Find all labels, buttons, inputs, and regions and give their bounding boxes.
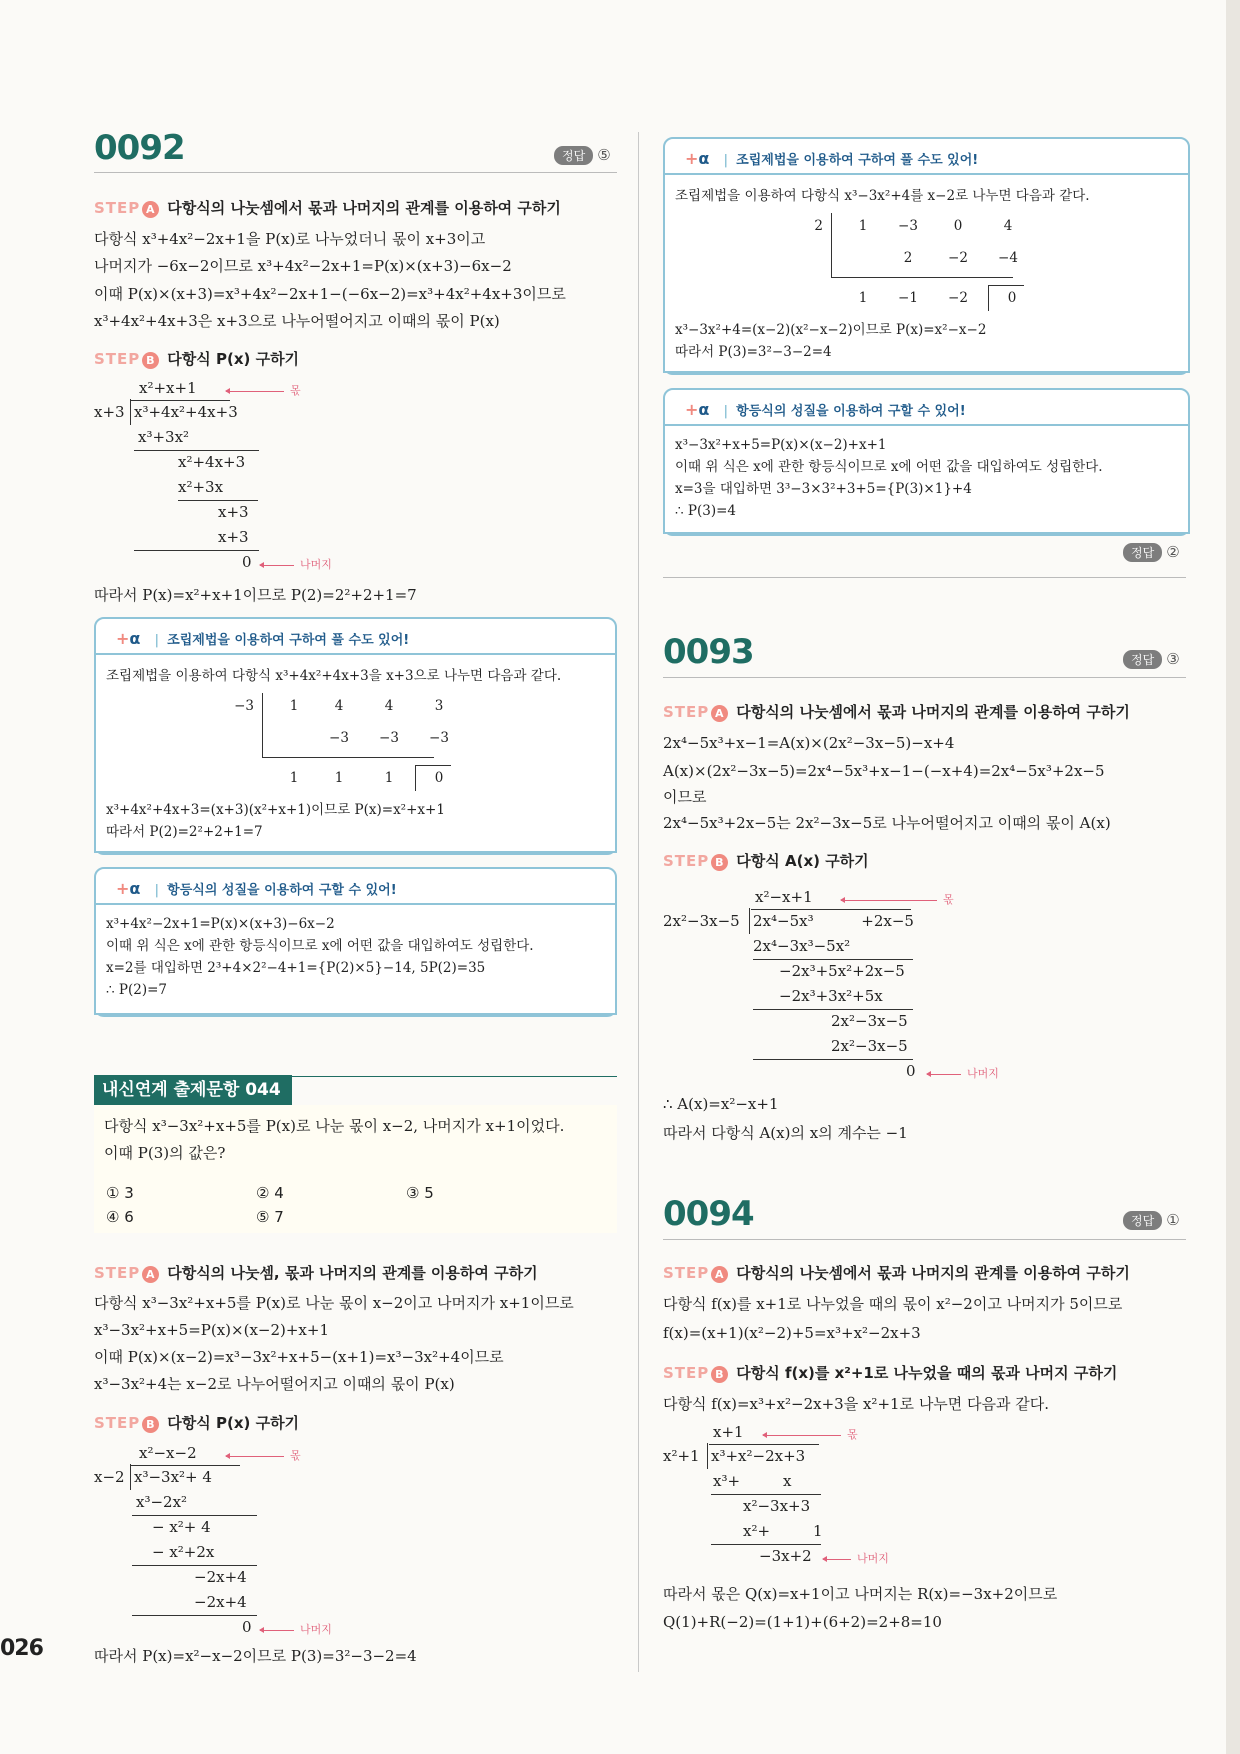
- answer-0092: [554, 146, 611, 165]
- step-tag: STEP B: [663, 852, 728, 870]
- step-a-line-3: 이때 P(x)×(x+3)=x³+4x²−2x+1−(−6x−2)=x³+4x²+4x+3이므로: [94, 285, 566, 303]
- answer-value: ②: [1166, 543, 1180, 561]
- answer-0093: [1123, 650, 1180, 669]
- division-row: −2x³+3x²+5x: [779, 987, 883, 1005]
- synth-hline: [831, 277, 1013, 278]
- quotient: x²+x+1: [139, 379, 197, 397]
- box-body: [663, 424, 1190, 534]
- box-title: +α | 조립제법을 이용하여 구하여 풀 수도 있어!: [685, 149, 979, 168]
- quotient-label: 몫: [841, 891, 954, 907]
- step-a-line-2: A(x)×(2x²−3x−5)=2x⁴−5x³+x−1−(−x+4)=2x⁴−5x³+2x−5: [663, 762, 1105, 780]
- box-body: [94, 903, 617, 1015]
- step-a-heading: STEP A 다항식의 나눗셈, 몫과 나머지의 관계를 이용하여 구하기: [94, 1264, 538, 1282]
- step-tag: STEP A: [663, 703, 728, 721]
- choice[interactable]: ① 3: [106, 1184, 134, 1202]
- division-row: −2x+4: [194, 1568, 247, 1586]
- answer-badge: 정답: [1123, 650, 1162, 669]
- choice[interactable]: ⑤ 7: [256, 1208, 284, 1226]
- choice[interactable]: ④ 6: [106, 1208, 134, 1226]
- problem-number-0092: 0092: [94, 128, 185, 168]
- step-tag: STEP A: [94, 199, 159, 217]
- problem-number-0093: 0093: [663, 632, 754, 672]
- answer-0094: [1123, 1211, 1180, 1230]
- remainder-label: 나머지: [260, 1621, 332, 1637]
- synth-cell: 0: [1007, 290, 1017, 306]
- remainder: 0: [242, 553, 252, 571]
- divisor: x²+1: [663, 1447, 700, 1465]
- step-a-line-4: x³−3x²+4는 x−2로 나누어떨어지고 이때의 몫이 P(x): [94, 1375, 455, 1393]
- step-a-heading: STEP A 다항식의 나눗셈에서 몫과 나머지의 관계를 이용하여 구하기: [663, 1264, 1130, 1282]
- box-line: 이때 위 식은 x에 관한 항등식이므로 x에 어떤 값을 대입하여도 성립한다.: [675, 459, 1103, 475]
- practice-question: 다항식 x³−3x²+x+5를 P(x)로 나눈 몫이 x−2, 나머지가 x+1이었다.: [104, 1117, 565, 1135]
- remainder-label: 나머지: [260, 556, 332, 572]
- practice-header: 내신연계 출제문항 044: [94, 1075, 292, 1105]
- box-line: x³+4x²+4x+3=(x+3)(x²+x+1)이므로 P(x)=x²+x+1: [106, 802, 445, 818]
- box-intro: 조립제법을 이용하여 다항식 x³−3x²+4를 x−2로 나누면 다음과 같다.: [675, 188, 1090, 204]
- synth-cell: 0: [434, 770, 444, 786]
- synth-cell: 1: [334, 770, 344, 786]
- synth-cell: 1: [858, 218, 868, 234]
- step-a-line-2: f(x)=(x+1)(x²−2)+5=x³+x²−2x+3: [663, 1324, 921, 1342]
- answer-0092-final: [1123, 543, 1180, 562]
- choice[interactable]: ③ 5: [406, 1184, 434, 1202]
- box-line: x³−3x²+x+5=P(x)×(x−2)+x+1: [675, 437, 887, 453]
- dividend: x³+4x²+4x+3: [130, 399, 238, 425]
- practice-body: [94, 1105, 617, 1233]
- box-line: 이때 위 식은 x에 관한 항등식이므로 x에 어떤 값을 대입하여도 성립한다.: [106, 938, 534, 954]
- division-row: − x²+2x: [152, 1543, 215, 1561]
- column-divider: [638, 132, 639, 1672]
- step-a-line-2: x³−3x²+x+5=P(x)×(x−2)+x+1: [94, 1321, 330, 1339]
- answer-value: ③: [1166, 650, 1180, 668]
- division-row: x³+ x: [713, 1472, 792, 1490]
- step-b-heading: STEP B 다항식 P(x) 구하기: [94, 1414, 300, 1432]
- synth-cell: 1: [289, 698, 299, 714]
- quotient: x²−x−2: [139, 1444, 197, 1462]
- synth-cell: 1: [858, 290, 868, 306]
- division-row: x²+4x+3: [178, 453, 246, 471]
- box-line: x³+4x²−2x+1=P(x)×(x+3)−6x−2: [106, 916, 335, 932]
- division-row: 2x⁴−3x³−5x²: [753, 937, 851, 955]
- division-row: 2x²−3x−5: [831, 1037, 908, 1055]
- synth-root: −3: [234, 698, 254, 714]
- synth-vline: [831, 213, 832, 277]
- step-tag: STEP A: [94, 1264, 159, 1282]
- divisor: x−2: [94, 1468, 125, 1486]
- answer-value: ①: [1166, 1211, 1180, 1229]
- conclusion-0093: 따라서 다항식 A(x)의 x의 계수는 −1: [663, 1124, 908, 1142]
- quotient: x²−x+1: [755, 888, 813, 906]
- result-line: ∴ A(x)=x²−x+1: [663, 1095, 779, 1113]
- synth-hline: [262, 757, 434, 758]
- step-a-line-3: 이때 P(x)×(x−2)=x³−3x²+x+5−(x+1)=x³−3x²+4이므로: [94, 1348, 504, 1366]
- synth-cell: 4: [334, 698, 344, 714]
- synth-cell: 1: [384, 770, 394, 786]
- dividend: x³+x²−2x+3: [707, 1443, 805, 1469]
- result-line: 따라서 몫은 Q(x)=x+1이고 나머지는 R(x)=−3x+2이므로: [663, 1585, 1058, 1603]
- division-row: x²+ 1: [743, 1522, 823, 1540]
- choice[interactable]: ② 4: [256, 1184, 284, 1202]
- synth-cell: 4: [1003, 218, 1013, 234]
- identity-box: [663, 388, 1190, 536]
- step-b-heading: STEP B 다항식 P(x) 구하기: [94, 350, 300, 368]
- remainder: 0: [242, 1618, 252, 1636]
- synthetic-division-box: [94, 617, 617, 855]
- step-tag: STEP B: [94, 350, 159, 368]
- step-tag: STEP B: [94, 1414, 159, 1432]
- synth-root: 2: [814, 218, 823, 234]
- answer-badge: 정답: [554, 146, 593, 165]
- remainder: 0: [906, 1062, 916, 1080]
- answer-value: ⑤: [597, 146, 611, 164]
- box-line: 따라서 P(3)=3²−3−2=4: [675, 344, 832, 360]
- step-b-heading: STEP B 다항식 f(x)를 x²+1로 나누었을 때의 몫과 나머지 구하기: [663, 1364, 1118, 1382]
- division-row: x³+3x²: [138, 428, 190, 446]
- box-line: x=2를 대입하면 2³+4×2²−4+1={P(2)×5}−14, 5P(2)=35: [106, 960, 486, 976]
- box-title: +α | 항등식의 성질을 이용하여 구할 수 있어!: [116, 879, 397, 898]
- dividend: 2x⁴−5x³ +2x−5: [749, 908, 914, 934]
- conclusion-0092: 따라서 P(x)=x²+x+1이므로 P(2)=2²+2+1=7: [94, 586, 417, 604]
- step-tag: STEP B: [663, 1364, 728, 1382]
- step-a-heading: STEP A 다항식의 나눗셈에서 몫과 나머지의 관계를 이용하여 구하기: [663, 703, 1130, 721]
- step-a-line-1: 다항식 x³+4x²−2x+1을 P(x)로 나누었더니 몫이 x+3이고: [94, 230, 486, 248]
- synth-cell: −4: [998, 250, 1018, 266]
- synth-cell: 2: [903, 250, 913, 266]
- synth-cell: 3: [434, 698, 444, 714]
- synth-vline: [262, 693, 263, 757]
- synth-cell: −1: [898, 290, 918, 306]
- division-row: x²−3x+3: [743, 1497, 811, 1515]
- step-tag: STEP A: [663, 1264, 728, 1282]
- answer-badge: 정답: [1123, 1211, 1162, 1230]
- division-row: x³−2x²: [136, 1493, 188, 1511]
- synth-cell: −2: [948, 250, 968, 266]
- box-line: x=3을 대입하면 3³−3×3²+3+5={P(3)×1}+4: [675, 481, 972, 497]
- step-a-line-3: 이므로: [663, 788, 707, 806]
- quotient-label: 몫: [226, 382, 301, 398]
- division-row: x²+3x: [178, 478, 224, 496]
- quotient-label: 몫: [763, 1426, 858, 1442]
- synth-remainder-hline: [988, 285, 1024, 286]
- remainder-label: 나머지: [823, 1550, 889, 1566]
- box-intro: 조립제법을 이용하여 다항식 x³+4x²+4x+3을 x+3으로 나누면 다음과 같다.: [106, 668, 562, 684]
- remainder-label: 나머지: [927, 1065, 999, 1081]
- box-line: ∴ P(3)=4: [675, 503, 736, 519]
- practice-question: 이때 P(3)의 값은?: [104, 1144, 226, 1162]
- synthetic-division-box: [663, 137, 1190, 375]
- step-a-line-4: 2x⁴−5x³+2x−5는 2x²−3x−5로 나누어떨어지고 이때의 몫이 A(x): [663, 814, 1111, 832]
- divider-line: [94, 172, 617, 173]
- step-a-line-4: x³+4x²+4x+3은 x+3으로 나누어떨어지고 이때의 몫이 P(x): [94, 312, 500, 330]
- box-line: ∴ P(2)=7: [106, 982, 167, 998]
- step-a-line-2: 나머지가 −6x−2이므로 x³+4x²−2x+1=P(x)×(x+3)−6x−2: [94, 257, 512, 275]
- synth-cell: −2: [948, 290, 968, 306]
- step-a-line-1: 2x⁴−5x³+x−1=A(x)×(2x²−3x−5)−x+4: [663, 734, 955, 752]
- dividend: x³−3x²+ 4: [130, 1464, 212, 1490]
- divider-line: [663, 1239, 1186, 1240]
- box-line: 따라서 P(2)=2²+2+1=7: [106, 824, 263, 840]
- synth-cell: 4: [384, 698, 394, 714]
- box-body: [94, 653, 617, 853]
- step-a-line-1: 다항식 f(x)를 x+1로 나누었을 때의 몫이 x²−2이고 나머지가 5이므로: [663, 1295, 1123, 1313]
- identity-box: [94, 867, 617, 1017]
- synth-cell: −3: [379, 730, 399, 746]
- step-a-line-1: 다항식 x³−3x²+x+5를 P(x)로 나눈 몫이 x−2이고 나머지가 x+1이므로: [94, 1294, 574, 1312]
- page-edge: [1226, 0, 1240, 1754]
- division-row: −2x³+5x²+2x−5: [779, 962, 905, 980]
- synth-remainder-hline: [415, 765, 451, 766]
- division-row: 2x²−3x−5: [831, 1012, 908, 1030]
- subtract-line: [132, 1615, 257, 1616]
- divider-line: [663, 577, 1186, 578]
- problem-number-0094: 0094: [663, 1194, 754, 1234]
- step-b-intro: 다항식 f(x)=x³+x²−2x+3을 x²+1로 나누면 다음과 같다.: [663, 1395, 1050, 1413]
- divider-line: [663, 677, 1186, 678]
- step-a-heading: STEP A 다항식의 나눗셈에서 몫과 나머지의 관계를 이용하여 구하기: [94, 199, 561, 217]
- box-title: +α | 항등식의 성질을 이용하여 구할 수 있어!: [685, 400, 966, 419]
- remainder: −3x+2: [759, 1547, 812, 1565]
- divisor: x+3: [94, 403, 125, 421]
- synth-cell: 1: [289, 770, 299, 786]
- quotient-label: 몫: [226, 1447, 301, 1463]
- division-row: x+3: [218, 528, 249, 546]
- division-row: x+3: [218, 503, 249, 521]
- synth-cell: −3: [329, 730, 349, 746]
- box-body: [663, 173, 1190, 373]
- box-title: +α | 조립제법을 이용하여 구하여 풀 수도 있어!: [116, 629, 410, 648]
- subtract-line: [134, 550, 259, 551]
- synth-cell: −3: [429, 730, 449, 746]
- conclusion-practice: 따라서 P(x)=x²−x−2이므로 P(3)=3²−3−2=4: [94, 1647, 417, 1665]
- quotient: x+1: [713, 1423, 744, 1441]
- conclusion-0094: Q(1)+R(−2)=(1+1)+(6+2)=2+8=10: [663, 1613, 942, 1631]
- synth-cell: 0: [953, 218, 963, 234]
- step-b-heading: STEP B 다항식 A(x) 구하기: [663, 852, 869, 870]
- page-number: 026: [0, 1636, 43, 1661]
- divisor: 2x²−3x−5: [663, 912, 740, 930]
- answer-badge: 정답: [1123, 543, 1162, 562]
- division-row: −2x+4: [194, 1593, 247, 1611]
- division-row: − x²+ 4: [152, 1518, 211, 1536]
- synth-cell: −3: [898, 218, 918, 234]
- box-line: x³−3x²+4=(x−2)(x²−x−2)이므로 P(x)=x²−x−2: [675, 322, 987, 338]
- subtract-line: [753, 1059, 913, 1060]
